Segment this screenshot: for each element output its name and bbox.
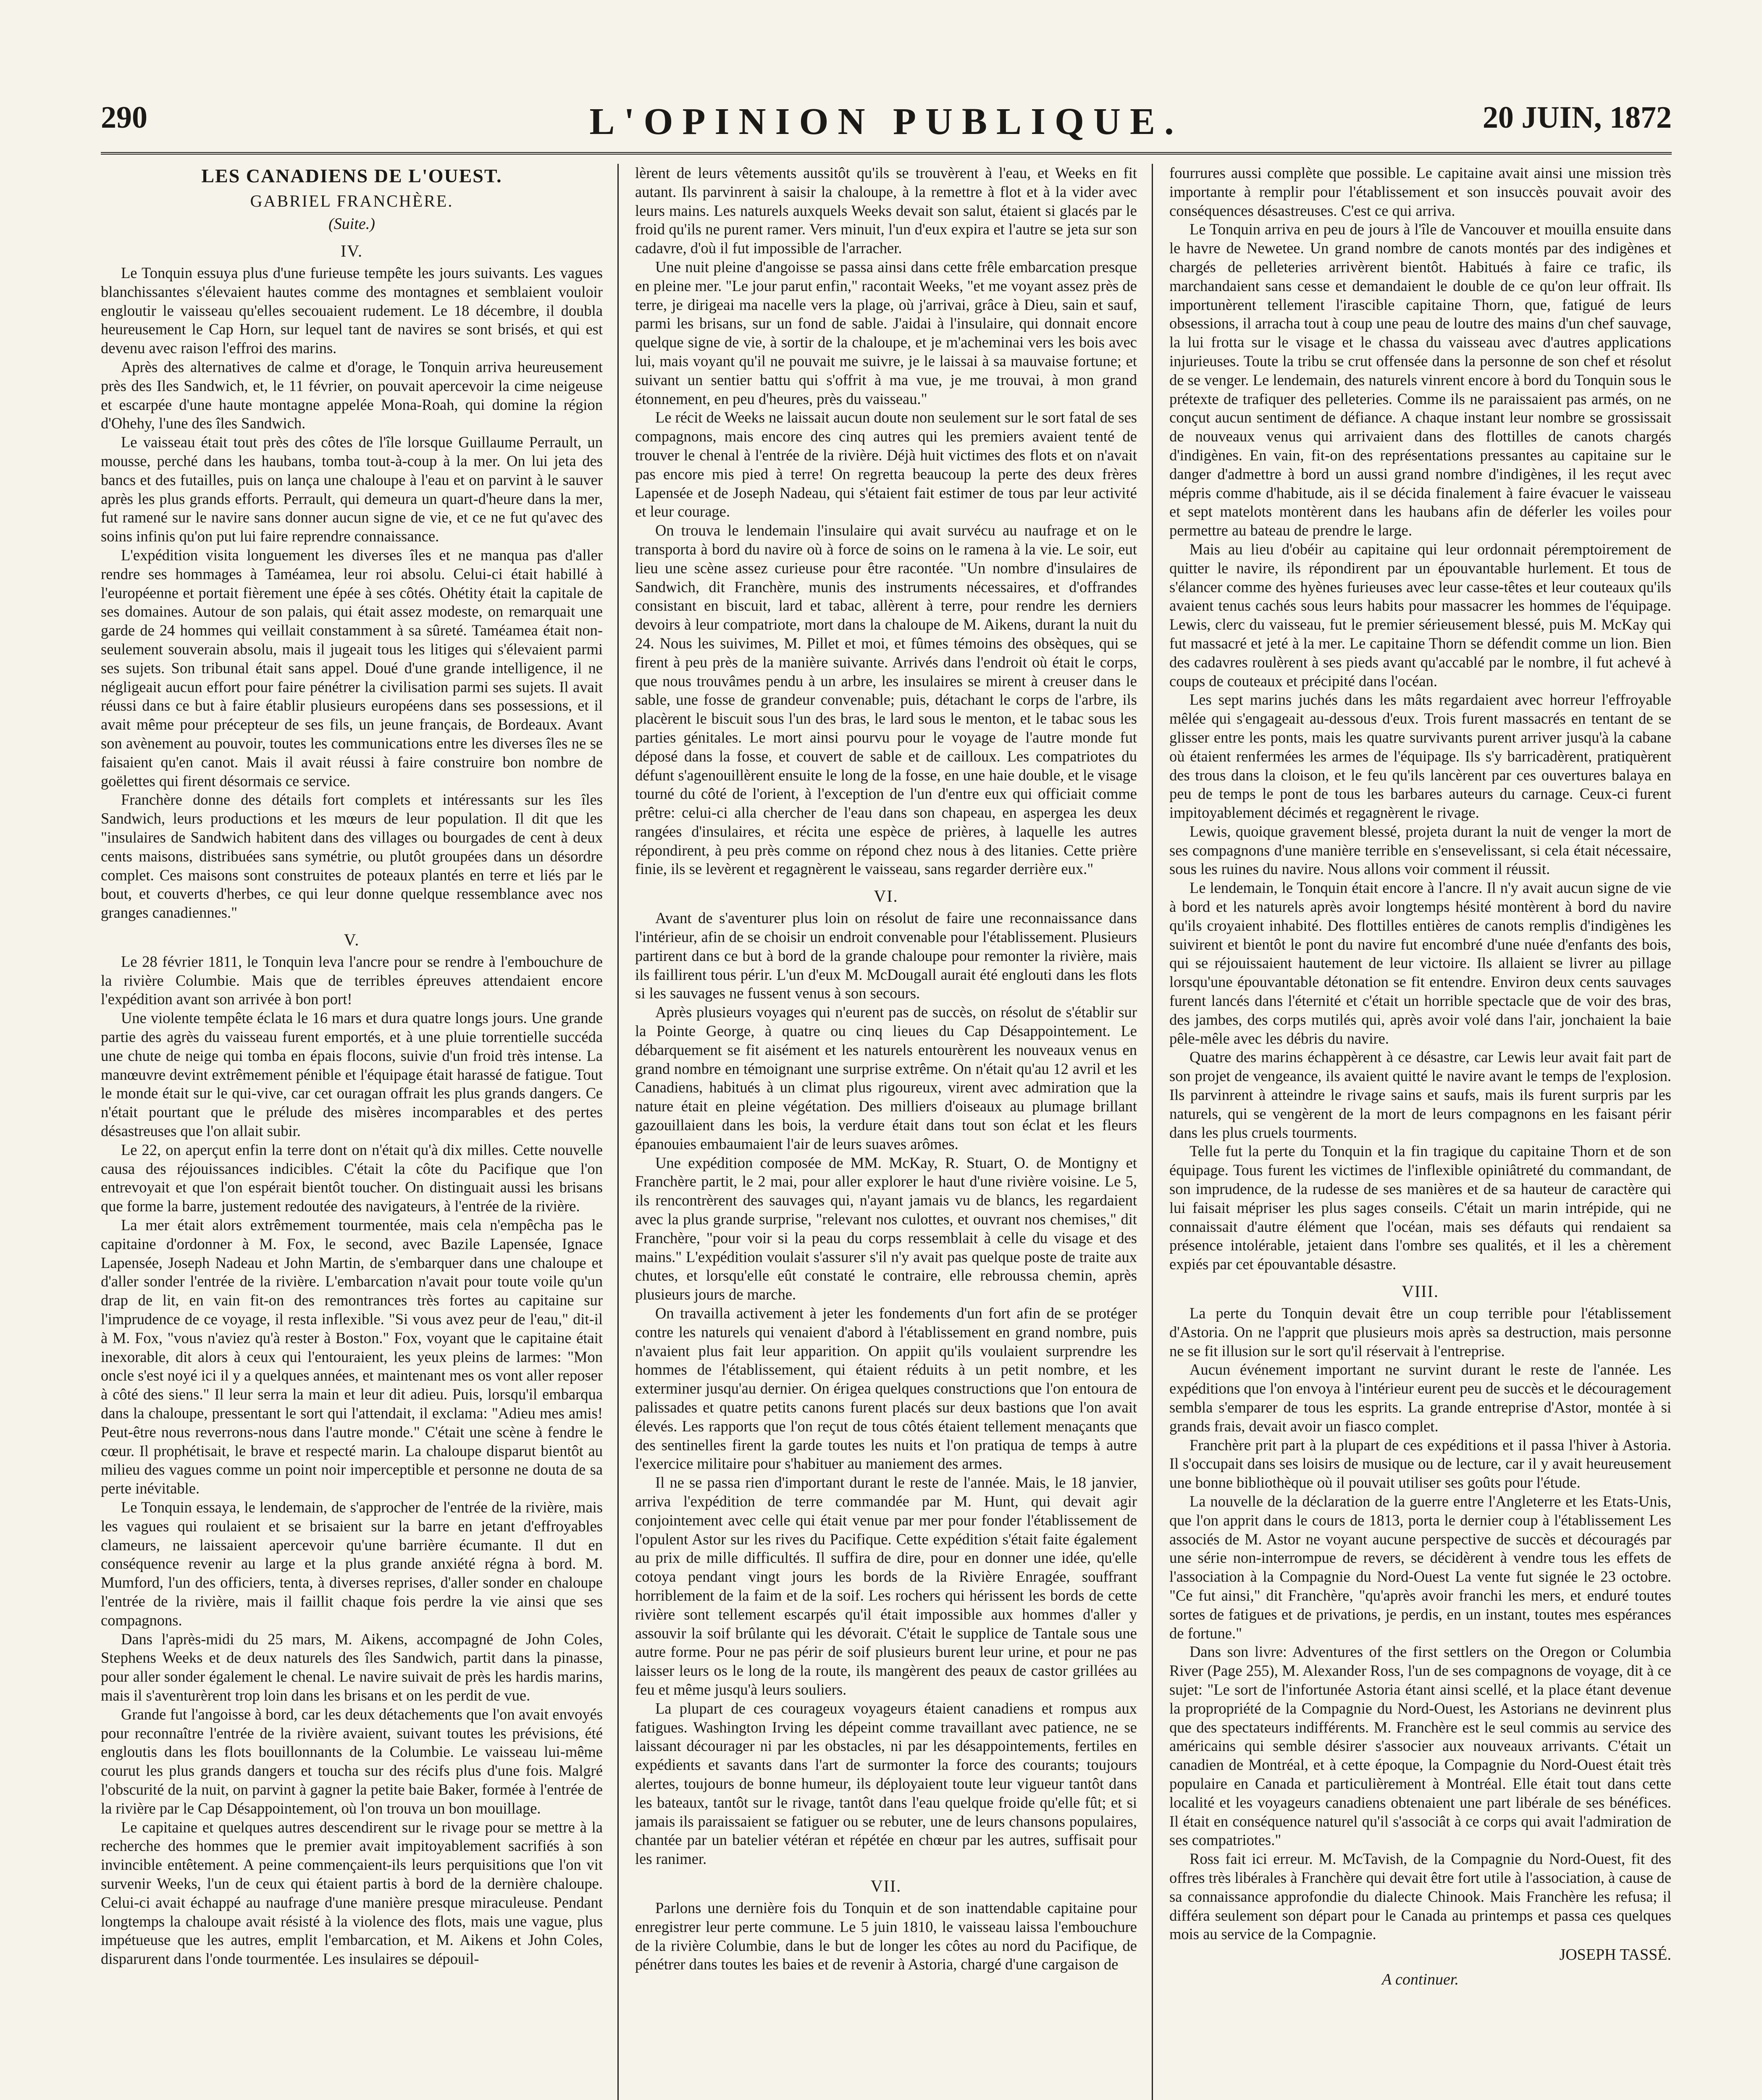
paragraph: La mer était alors extrêmement tourmentée, mais cela n'empêcha pas le capitaine d'ordonner à M. Fox, le second, avec Bazile Lapensée, Ignace Lapensée, Joseph Nadeau et John Martin, de s'embarquer dans une chaloupe et d'aller sonder l'entrée de la rivière. L'embarcation n'avait pour toute voile qu'un drap de lit, en vain fit-on des remontrances très fortes au capitaine sur l'imprudence de ce voyage, il resta inflexible. "Si vous avez peur de l'eau," dit-il à M. Fox, "vous n'aviez qu'à rester à Boston." Fox, voyant que le capitaine était inexorable, dit alors à ceux qui l'entouraient, les yeux pleins de larmes: "Mon oncle s'est noyé ici il y a quelques années, et maintenant mes os vont aller reposer à côté des siens." Il leur serra la main et leur dit adieu. Puis, lorsqu'il embarqua dans la chaloupe, pressentant le sort qui l'attendait, il exclama: "Adieu mes amis! Peut-être nous reverrons-nous dans l'autre monde." C'était une scène à fendre le cœur. Il prophétisait, le brave et respecté marin. La chaloupe disparut bientôt au milieu des vagues comme un point noir imperceptible et personne ne douta de sa perte inévitable. (101, 1216, 603, 1497)
section-heading: VII. (870, 1876, 902, 1895)
paragraph: Le Tonquin essuya plus d'une furieuse tempête les jours suivants. Les vagues blanchissantes s'élevaient hautes comme des montagnes et semblaient vouloir engloutir le vaisseau qu'elles secouaient rudement. Le 18 décembre, il doubla heureusement le Cap Horn, sur lequel tant de navires se sont brisés, et qui est devenu avec raison l'effroi des marins. (101, 264, 603, 357)
paragraph: Une nuit pleine d'angoisse se passa ainsi dans cette frêle embarcation presque en pleine mer. "Le jour parut enfin," racontait Weeks, "et me voyant assez près de terre, je dirigeai ma nacelle vers la plage, où j'arrivai, grâce à Dieu, sain et sauf, parmi les brisans, sur un fond de sable. J'aidai à l'insulaire, qui donnait encore quelque signe de vie, à sortir de la chaloupe, et je m'acheminai vers les bois avec lui, mais voyant qu'il ne pouvait me suivre, je le laissai à sa mauvaise fortune; et suivant un sentier battu qui s'offrit à ma vue, je me trouvai, à mon grand étonnement, en peu d'heures, près du vaisseau." (635, 258, 1137, 407)
paragraph: Grande fut l'angoisse à bord, car les deux détachements que l'on avait envoyés pour reconnaître l'entrée de la rivière avaient, suivant toutes les prévisions, été engloutis dans les flots bouillonnants de la Columbie. Le vaisseau lui-même courut les plus grands dangers et toucha sur des récifs plus d'une fois. Malgré l'obscurité de la nuit, on parvint à gagner la petite baie Baker, formée à l'entrée de la rivière par le Cap Désappointement, où l'on trouva un bon mouillage. (101, 1705, 603, 1817)
paragraph: Avant de s'aventurer plus loin on résolut de faire une reconnaissance dans l'intérieur, afin de se choisir un endroit convenable pour l'établissement. Plusieurs partirent dans ce but à bord de la grande chaloupe pour remonter la rivière, mais ils faillirent tous périr. L'un d'eux M. McDougall aurait été englouti dans les flots si les sauvages ne fussent venus à son secours. (635, 909, 1137, 1002)
paragraph: L'expédition visita longuement les diverses îles et ne manqua pas d'aller rendre ses hommages à Taméamea, leur roi absolu. Celui-ci était habillé à l'européenne et portait fièrement une épée à ses côtés. Ohétity était la capitale de ses domaines. Autour de son palais, qui était assez modeste, on remarquait une garde de 24 hommes qui veillait constamment à sa sûreté. Taméamea était non-seulement souverain absolu, mais il jugeait tous les litiges qui s'élevaient parmi ses sujets. Son tribunal était sans appel. Doué d'une grande intelligence, il ne négligeait aucun effort pour faire pénétrer la civilisation parmi ses sujets. Il avait réussi dans ce but à faire établir plusieurs européens dans ses possessions, et il avait même pour précepteur de ses fils, un jeune français, de Bordeaux. Avant son avènement au pouvoir, toutes les communications entre les diverses îles ne se faisaient qu'en canot. Mais il avait réussi à faire construire bon nombre de goëlettes qui firent désormais ce service. (101, 546, 603, 790)
paragraph: fourrures aussi complète que possible. Le capitaine avait ainsi une mission très importante à remplir pour l'établissement et son insuccès pouvait avoir des conséquences désastreuses. C'est ce qui arriva. (1169, 164, 1671, 219)
column-rule (617, 164, 619, 2100)
paragraph: Lewis, quoique gravement blessé, projeta durant la nuit de venger la mort de ses compagnons d'une manière terrible en s'ensevelissant, si cela était nécessaire, sous les ruines du navire. Nous allons voir comment il réussit. (1169, 822, 1671, 878)
page-number: 290 (101, 100, 147, 135)
paragraph: Mais au lieu d'obéir au capitaine qui leur ordonnait péremptoirement de quitter le navire, ils répondirent par un épouvantable hurlement. Et tous de s'élancer comme des hyènes furieuses avec leur casse-têtes et leur couteaux qu'ils avaient tenus cachés sous leurs habits pour massacrer les hommes de l'équipage. Lewis, clerc du vaisseau, fut le premier sérieusement blessé, puis M. McKay qui fut massacré et jeté à la mer. Le capitaine Thorn se défendit comme un lion. Bien des cadavres roulèrent à ses pieds avant qu'accablé par le nombre, il fut achevé à coups de couteaux et précipité dans l'océan. (1169, 540, 1671, 690)
issue-date: 20 JUIN, 1872 (1482, 100, 1672, 135)
paragraph: Le vaisseau était tout près des côtes de l'île lorsque Guillaume Perrault, un mousse, perché dans les haubans, tomba tout-à-coup à la mer. On lui jeta des bancs et des futailles, puis on lança une chaloupe à l'eau et on parvint à le sauver après les plus grands efforts. Perrault, qui demeura un quart-d'heure dans la mer, fut ramené sur le navire sans donner aucun signe de vie, et ce ne fut qu'avec des soins infinis qu'on put lui faire reprendre connaissance. (101, 433, 603, 545)
paragraph: Le Tonquin essaya, le lendemain, de s'approcher de l'entrée de la rivière, mais les vagues qui roulaient et se brisaient sur la barre en jetant d'effroyables clameurs, ne laissaient apercevoir qu'une barrière écumante. Il dut en conséquence revenir au large et la plus grande anxiété régna à bord. M. Mumford, l'un des officiers, tenta, à diverses reprises, d'aller sonder en chaloupe l'entrée de la rivière, mais il faillit chaque fois perdre la vie ainsi que ses compagnons. (101, 1499, 603, 1629)
paragraph: La nouvelle de la déclaration de la guerre entre l'Angleterre et les Etats-Unis, que l'on apprit dans le cours de 1813, porta le dernier coup à l'établissement Les associés de M. Astor ne voyant aucune perspective de succès et découragés par une série non-interrompue de revers, se décidèrent à vendre tous les effets de l'association à la Compagnie du Nord-Ouest La vente fut signée le 23 octobre. "Ce fut ainsi," dit Franchère, "qu'après avoir franchi les mers, et enduré toutes sortes de fatigues et de privations, je perdis, en un instant, toutes mes espérances de fortune." (1169, 1492, 1671, 1642)
paragraph: Ross fait ici erreur. M. McTavish, de la Compagnie du Nord-Ouest, fit des offres très libérales à Franchère qui devait être fort utile à l'association, à cause de sa connaissance approfondie du dialecte Chinook. Mais Franchère les refusa; il différa seulement son départ pour le Canada au printemps et passa ces quelques mois au service de la Compagnie. (1169, 1850, 1671, 1943)
paragraph: Après plusieurs voyages qui n'eurent pas de succès, on résolut de s'établir sur la Pointe George, à quatre ou cinq lieues du Cap Désappointement. Le débarquement se fit aisément et les naturels entourèrent les nouveaux venus en grand nombre en témoignant une surprise extrême. On n'était qu'au 12 avril et les Canadiens, habitués à un climat plus rigoureux, virent avec admiration que la nature était en pleine végétation. Des milliers d'oiseaux au plumage brillant gazouillaient dans les bois, la verdure était dans tout son éclat et les fleurs épanouies embaumaient l'air de leurs suaves arômes. (635, 1003, 1137, 1152)
paragraph: Parlons une dernière fois du Tonquin et de son inattendable capitaine pour enregistrer leur perte commune. Le 5 juin 1810, le vaisseau laissa l'embouchure de la rivière Columbie, dans le but de longer les côtes au nord du Pacifique, de pénétrer dans toutes les baies et de revenir à Astoria, chargé d'une cargaison de (635, 1899, 1137, 1973)
column-1 (101, 164, 603, 2100)
section-heading: VIII. (1402, 1282, 1439, 1301)
continuation-note: A continuer. (1382, 1970, 1459, 1988)
paragraph: lèrent de leurs vêtements aussitôt qu'ils se trouvèrent à l'eau, et Weeks en fit autant. Ils parvinrent à saisir la chaloupe, à la remettre à flot et à la vider avec leurs mains. Les naturels auxquels Weeks devait son salut, étaient si glacés par le froid qu'ils ne purent ramer. Vers minuit, l'un d'eux expira et l'autre se jeta sur son cadavre, d'où il fut impossible de l'arracher. (635, 164, 1137, 257)
column-2 (635, 164, 1137, 2100)
paragraph: Une expédition composée de MM. McKay, R. Stuart, O. de Montigny et Franchère partit, le 2 mai, pour aller explorer le haut d'une rivière voisine. Le 5, ils rencontrèrent des sauvages qui, n'ayant jamais vu de blancs, les regardaient avec la plus grande surprise, "relevant nos culottes, et ouvrant nos chemises," dit Franchère, "pour voir si la peau du corps ressemblait à celle du visage et des mains." L'expédition voulait s'assurer s'il n'y avait pas quelque poste de traite aux chutes, et lorsqu'elle eût constaté le contraire, elle rebroussa chemin, après plusieurs jours de marche. (635, 1154, 1137, 1303)
paragraph: Le 22, on aperçut enfin la terre dont on n'était qu'à dix milles. Cette nouvelle causa des réjouissances indicibles. C'était la côte du Pacifique que l'on entrevoyait et que l'on espérait bientôt toucher. On distinguait aussi les brisans que forme la barre, justement redoutée des navigateurs, à l'entrée de la rivière. (101, 1141, 603, 1215)
paragraph: Après des alternatives de calme et d'orage, le Tonquin arriva heureusement près des Iles Sandwich, et, le 11 février, on pouvait apercevoir la cime neigeuse et escarpée d'une haute montagne appelée Mona-Roah, qui domine la région d'Ohehy, l'une des îles Sandwich. (101, 358, 603, 432)
paragraph: Franchère prit part à la plupart de ces expéditions et il passa l'hiver à Astoria. Il s'occupait dans ses loisirs de musique ou de lecture, car il y avait heureusement une bonne bibliothèque où il pouvait utiliser ses goûts pour l'étude. (1169, 1436, 1671, 1491)
paragraph: Il ne se passa rien d'important durant le reste de l'année. Mais, le 18 janvier, arriva l'expédition de terre commandée par M. Hunt, qui devait agir conjointement avec celle qui était venue par mer pour fonder l'établissement de l'opulent Astor sur les rives du Pacifique. Cette expédition s'était faite également au prix de mille difficultés. Il suffira de dire, pour en donner une idée, qu'elle cotoya pendant vingt jours les bords de la Rivière Enragée, souffrant horriblement de la faim et de la soif. Les rochers qui hérissent les bords de cette rivière sont tellement escarpés qu'il était impossible aux hommes d'aller y assouvir la soif brûlante qui les dévorait. C'était le supplice de Tantale sous une autre forme. Pour ne pas périr de soif plusieurs burent leur urine, et pour ne pas laisser leurs os le long de la route, ils mangèrent des peaux de castor grillées au feu et même jusqu'à leurs souliers. (635, 1474, 1137, 1698)
paragraph: La perte du Tonquin devait être un coup terrible pour l'établissement d'Astoria. On ne l'apprit que plusieurs mois après sa destruction, mais personne ne se fit illusion sur le sort qu'il réservait à l'entreprise. (1169, 1305, 1671, 1360)
paragraph: Le récit de Weeks ne laissait aucun doute non seulement sur le sort fatal de ses compagnons, mais encore des cinq autres qui les premiers avaient tenté de trouver le chenal à l'entrée de la rivière. Déjà huit victimes des flots et on n'avait pas encore mis pied à terre! On regretta beaucoup la perte des deux frères Lapensée et de Joseph Nadeau, qui s'étaient fait estimer de tous par leur activité et leur courage. (635, 409, 1137, 520)
column-rule (1152, 164, 1153, 2100)
paragraph: Le Tonquin arriva en peu de jours à l'île de Vancouver et mouilla ensuite dans le havre de Newetee. Un grand nombre de canots montés par des indigènes et chargés de pelleteries arrivèrent bientôt. Habitués à faire ce trafic, ils marchandaient sans cesse et demandaient le double de ce qu'on leur offrait. Ils importunèrent tellement l'irascible capitaine Thorn, que, fatigué de leurs obsessions, il arracha tout à coup une peau de loutre des mains d'un chef sauvage, la lui frotta sur le visage et le chassa du vaisseau avec d'autres applications injurieuses. Toute la tribu se crut offensée dans la personne de son chef et résolut de se venger. Le lendemain, des naturels vinrent encore à bord du Tonquin sous le prétexte de trafiquer des pelleteries. Comme ils ne paraissaient pas armés, on ne conçut aucun sentiment de défiance. A chaque instant leur nombre se grossissait de nouveaux venus qui arrivaient dans des flottilles de canots chargés d'indigènes. En vain, fit-on des représentations pressantes au capitaine sur le danger d'admettre à bord un aussi grand nombre d'indigènes, il les reçut avec mépris comme d'habitude, ais il se décida finalement à faire évacuer le vaisseau et sept matelots montèrent dans les haubans afin de déferler les voiles pour permettre au bateau de prendre le large. (1169, 220, 1671, 539)
article-subtitle: GABRIEL FRANCHÈRE. (250, 192, 454, 210)
paragraph: Le 28 février 1811, le Tonquin leva l'ancre pour se rendre à l'embouchure de la rivière Columbie. Mais que de terribles épreuves attendaient encore l'expédition avant son arrivée à bon port! (101, 953, 603, 1008)
paragraph: Quatre des marins échappèrent à ce désastre, car Lewis leur avait fait part de son projet de vengeance, ils avaient quitté le navire avant le temps de l'explosion. Ils parvinrent à atteindre le rivage sains et saufs, mais ils furent surpris par les naturels, qui se vengèrent de la mort de leurs compagnons en les faisant périr dans les plus cruels tourments. (1169, 1048, 1671, 1141)
paragraph: On travailla activement à jeter les fondements d'un fort afin de se protéger contre les naturels qui venaient d'abord à l'établissement en grand nombre, puis n'avaient plus fait leur apparition. On appiit qu'ils voulaient surprendre les hommes de l'établissement, qui étaient réduits à un petit nombre, et les exterminer jusqu'au dernier. On érigea quelques constructions que l'on entoura de palissades et quatre petits canons furent placés sur deux bastions que l'on avait élevés. Les rapports que l'on reçut de tous côtés étaient tellement menaçants que des sentinelles firent la garde toutes les nuits et l'on pratiqua de temps à autre l'exercice militaire pour s'habituer au maniement des armes. (635, 1305, 1137, 1473)
paragraph: La plupart de ces courageux voyageurs étaient canadiens et rompus aux fatigues. Washington Irving les dépeint comme travaillant avec patience, ne se laissant décourager ni par les obstacles, ni par les désappointements, fertiles en expédients et savants dans l'art de surmonter la force des courants; toujours alertes, toujours de bonne humeur, ils déployaient toute leur vigueur tantôt dans les bateaux, tantôt sur le rivage, tantôt dans l'eau quelque froide qu'elle fût; et si jamais ils paraissaient se fatiguer ou se rebuter, une de leurs chansons populaires, chantée par un batelier vétéran et répétée en chœur par les autres, suffisait pour les ranimer. (635, 1699, 1137, 1868)
paragraph: Dans l'après-midi du 25 mars, M. Aikens, accompagné de John Coles, Stephens Weeks et de deux naturels des îles Sandwich, partit dans la pinasse, pour aller sonder également le chenal. Le navire suivait de près les hardis marins, mais il s'aventurèrent trop loin dans les brisans et on les perdit de vue. (101, 1630, 603, 1704)
paragraph: Telle fut la perte du Tonquin et la fin tragique du capitaine Thorn et de son équipage. Tous furent les victimes de l'inflexible opiniâtreté du commandant, de son imprudence, de la rudesse de ses manières et de sa hauteur de caractère qui lui faisait mépriser les plus sages conseils. C'était un marin intrépide, qui ne connaissait d'autre élément que l'océan, mais ses défauts qui rendaient sa présence intolérable, jetaient dans l'ombre ses qualités, et il les a chèrement expiés par cet épouvantable désastre. (1169, 1142, 1671, 1273)
section-heading: VI. (874, 887, 898, 906)
masthead (101, 100, 1672, 150)
paragraph: Les sept marins juchés dans les mâts regardaient avec horreur l'effroyable mêlée qui s'engageait au-dessous d'eux. Trois furent massacrés en tentant de se glisser entre les ponts, mais les quatre survivants purent arriver jusqu'à la cabane où étaient renfermées les armes de l'équipage. Ils s'y barricadèrent, pratiquèrent des trous dans la cloison, et le feu qu'ils lancèrent par ces ouvertures balaya en peu de temps le pont de tous les barbares auteurs du carnage. Ceux-ci furent impitoyablement décimés et regagnèrent le rivage. (1169, 691, 1671, 822)
masthead-rule (101, 152, 1672, 155)
article-headline: LES CANADIENS DE L'OUEST. (201, 165, 502, 186)
section-heading: IV. (340, 242, 363, 260)
suite-label: (Suite.) (328, 215, 375, 233)
journal-title: L'OPINION PUBLIQUE. (589, 101, 1183, 142)
author-signature: JOSEPH TASSÉ. (1559, 1946, 1671, 1964)
paragraph: Aucun événement important ne survint durant le reste de l'année. Les expéditions que l'on envoya à l'intérieur eurent peu de succès et le découragement sembla s'emparer de tous les esprits. La grande entreprise d'Astor, montée à si grands frais, devait avoir un fiasco complet. (1169, 1361, 1671, 1435)
paragraph: Dans son livre: Adventures of the first settlers on the Oregon or Columbia River (Page 255), M. Alexander Ross, l'un de ses compagnons de voyage, dit à ce sujet: "Le sort de l'infortunée Astoria étant ainsi scellé, et la place étant devenue la propropriété de la Compagnie du Nord-Ouest, les Astorians ne devinrent plus que des spectateurs indifférents. M. Franchère est le seul commis au service des américains qui semble désirer s'associer aux nouveaux arrivants. C'était un canadien de Montréal, et à cette époque, la Compagnie du Nord-Ouest était très populaire en Canada et particulièrement à Montréal. Elle était tout dans cette localité et les voyageurs canadiens obtenaient une part libérale de ses bénéfices. Il était en conséquence naturel qu'il s'associât à ce corps qui avait l'admiration de ses compatriotes." (1169, 1643, 1671, 1849)
paragraph: Le capitaine et quelques autres descendirent sur le rivage pour se mettre à la recherche des hommes que le premier avait impitoyablement sacrifiés à son invincible entêtement. A peine commençaient-ils leurs perquisitions que l'on vit survenir Weeks, l'un de ceux qui étaient partis à bord de la dernière chaloupe. Celui-ci avait échappé au naufrage d'une manière presque miraculeuse. Pendant longtemps la chaloupe avait résisté à la violence des flots, mais une vague, plus impétueuse que les autres, emplit l'embarcation, et M. Aikens et John Coles, disparurent dans l'onde tourmentée. Les insulaires se dépouil- (101, 1818, 603, 1968)
section-heading: V. (344, 930, 360, 949)
paragraph: Franchère donne des détails fort complets et intéressants sur les îles Sandwich, leurs productions et les mœurs de leur population. Il dit que les "insulaires de Sandwich habitent dans des villages ou bourgades de cent à deux cents maisons, distribuées sans symétrie, ou plutôt groupées dans un désordre complet. Ces maisons sont construites de poteaux plantés en terre et liés par le bout, et couverts d'herbes, ce qui leur donne quelque ressemblance avec nos granges canadiennes." (101, 791, 603, 921)
paragraph: On trouva le lendemain l'insulaire qui avait survécu au naufrage et on le transporta à bord du navire où à force de soins on le ramena à la vie. Le soir, eut lieu une scène assez curieuse pour être racontée. "Un nombre d'insulaires de Sandwich, dit Franchère, munis des instruments nécessaires, et d'offrandes consistant en biscuit, lard et tabac, allèrent à terre, pour rendre les derniers devoirs à leur compatriote, mort dans la chaloupe de M. Aikens, durant la nuit du 24. Nous les suivimes, M. Pillet et moi, et fûmes témoins des obsèques, qui se firent à peu près de la manière suivante. Arrivés dans l'endroit où était le corps, que nous trouvâmes pendu à un arbre, les insulaires se mirent à creuser dans le sable, une fosse de grandeur convenable; puis, détachant le corps de l'arbre, ils placèrent le biscuit sous l'un des bras, le lard sous le menton, et le tabac sous les parties génitales. Le mort ainsi pourvu pour le voyage de l'autre monde fut déposé dans la fosse, et couvert de sable et de cailloux. Les compatriotes du défunt s'agenouillèrent ensuite le long de la fosse, en une haie double, et le visage tourné du côté de l'orient, à l'exception de l'un d'entre eux qui officiait comme prêtre: celui-ci alla chercher de l'eau dans son chapeau, en aspergea les deux rangées d'insulaires, et récita une espèce de prières, à laquelle les autres répondirent, à peu près comme on répond chez nous à des litanies. Cette prière finie, ils se levèrent et regagnèrent le vaisseau, sans regarder derrière eux." (635, 522, 1137, 878)
paragraph: Le lendemain, le Tonquin était encore à l'ancre. Il n'y avait aucun signe de vie à bord et les naturels après avoir longtemps hésité montèrent à bord du navire qu'ils croyaient inhabité. Des flottilles entières de canots remplis d'indigènes les suivirent et bientôt le pont du navire fut encombré d'une nuée d'enfants des bois, qui se réjouissaient hautement de leur victoire. Ils allaient se livrer au pillage lorsqu'une épouvantable détonation se fit entendre. Environ deux cents sauvages furent lancés dans l'éternité et c'était un horrible spectacle que de voir des bras, des jambes, des corps mutilés qui, après avoir volé dans l'air, jonchaient la baie pêle-mêle avec les débris du navire. (1169, 879, 1671, 1047)
paragraph: Une violente tempête éclata le 16 mars et dura quatre longs jours. Une grande partie des agrès du vaisseau furent emportés, et à une pluie torrentielle succéda une chute de neige qui tomba en épais flocons, suivie d'un froid très intense. La manœuvre devint extrêmement pénible et l'équipage était harassé de fatigue. Tout le monde était sur le qui-vive, car cet ouragan offrait les plus grands dangers. Ce n'était pourtant que le prélude des misères incomparables et des pertes désastreuses que l'on allait subir. (101, 1009, 603, 1140)
column-3 (1169, 164, 1671, 2100)
